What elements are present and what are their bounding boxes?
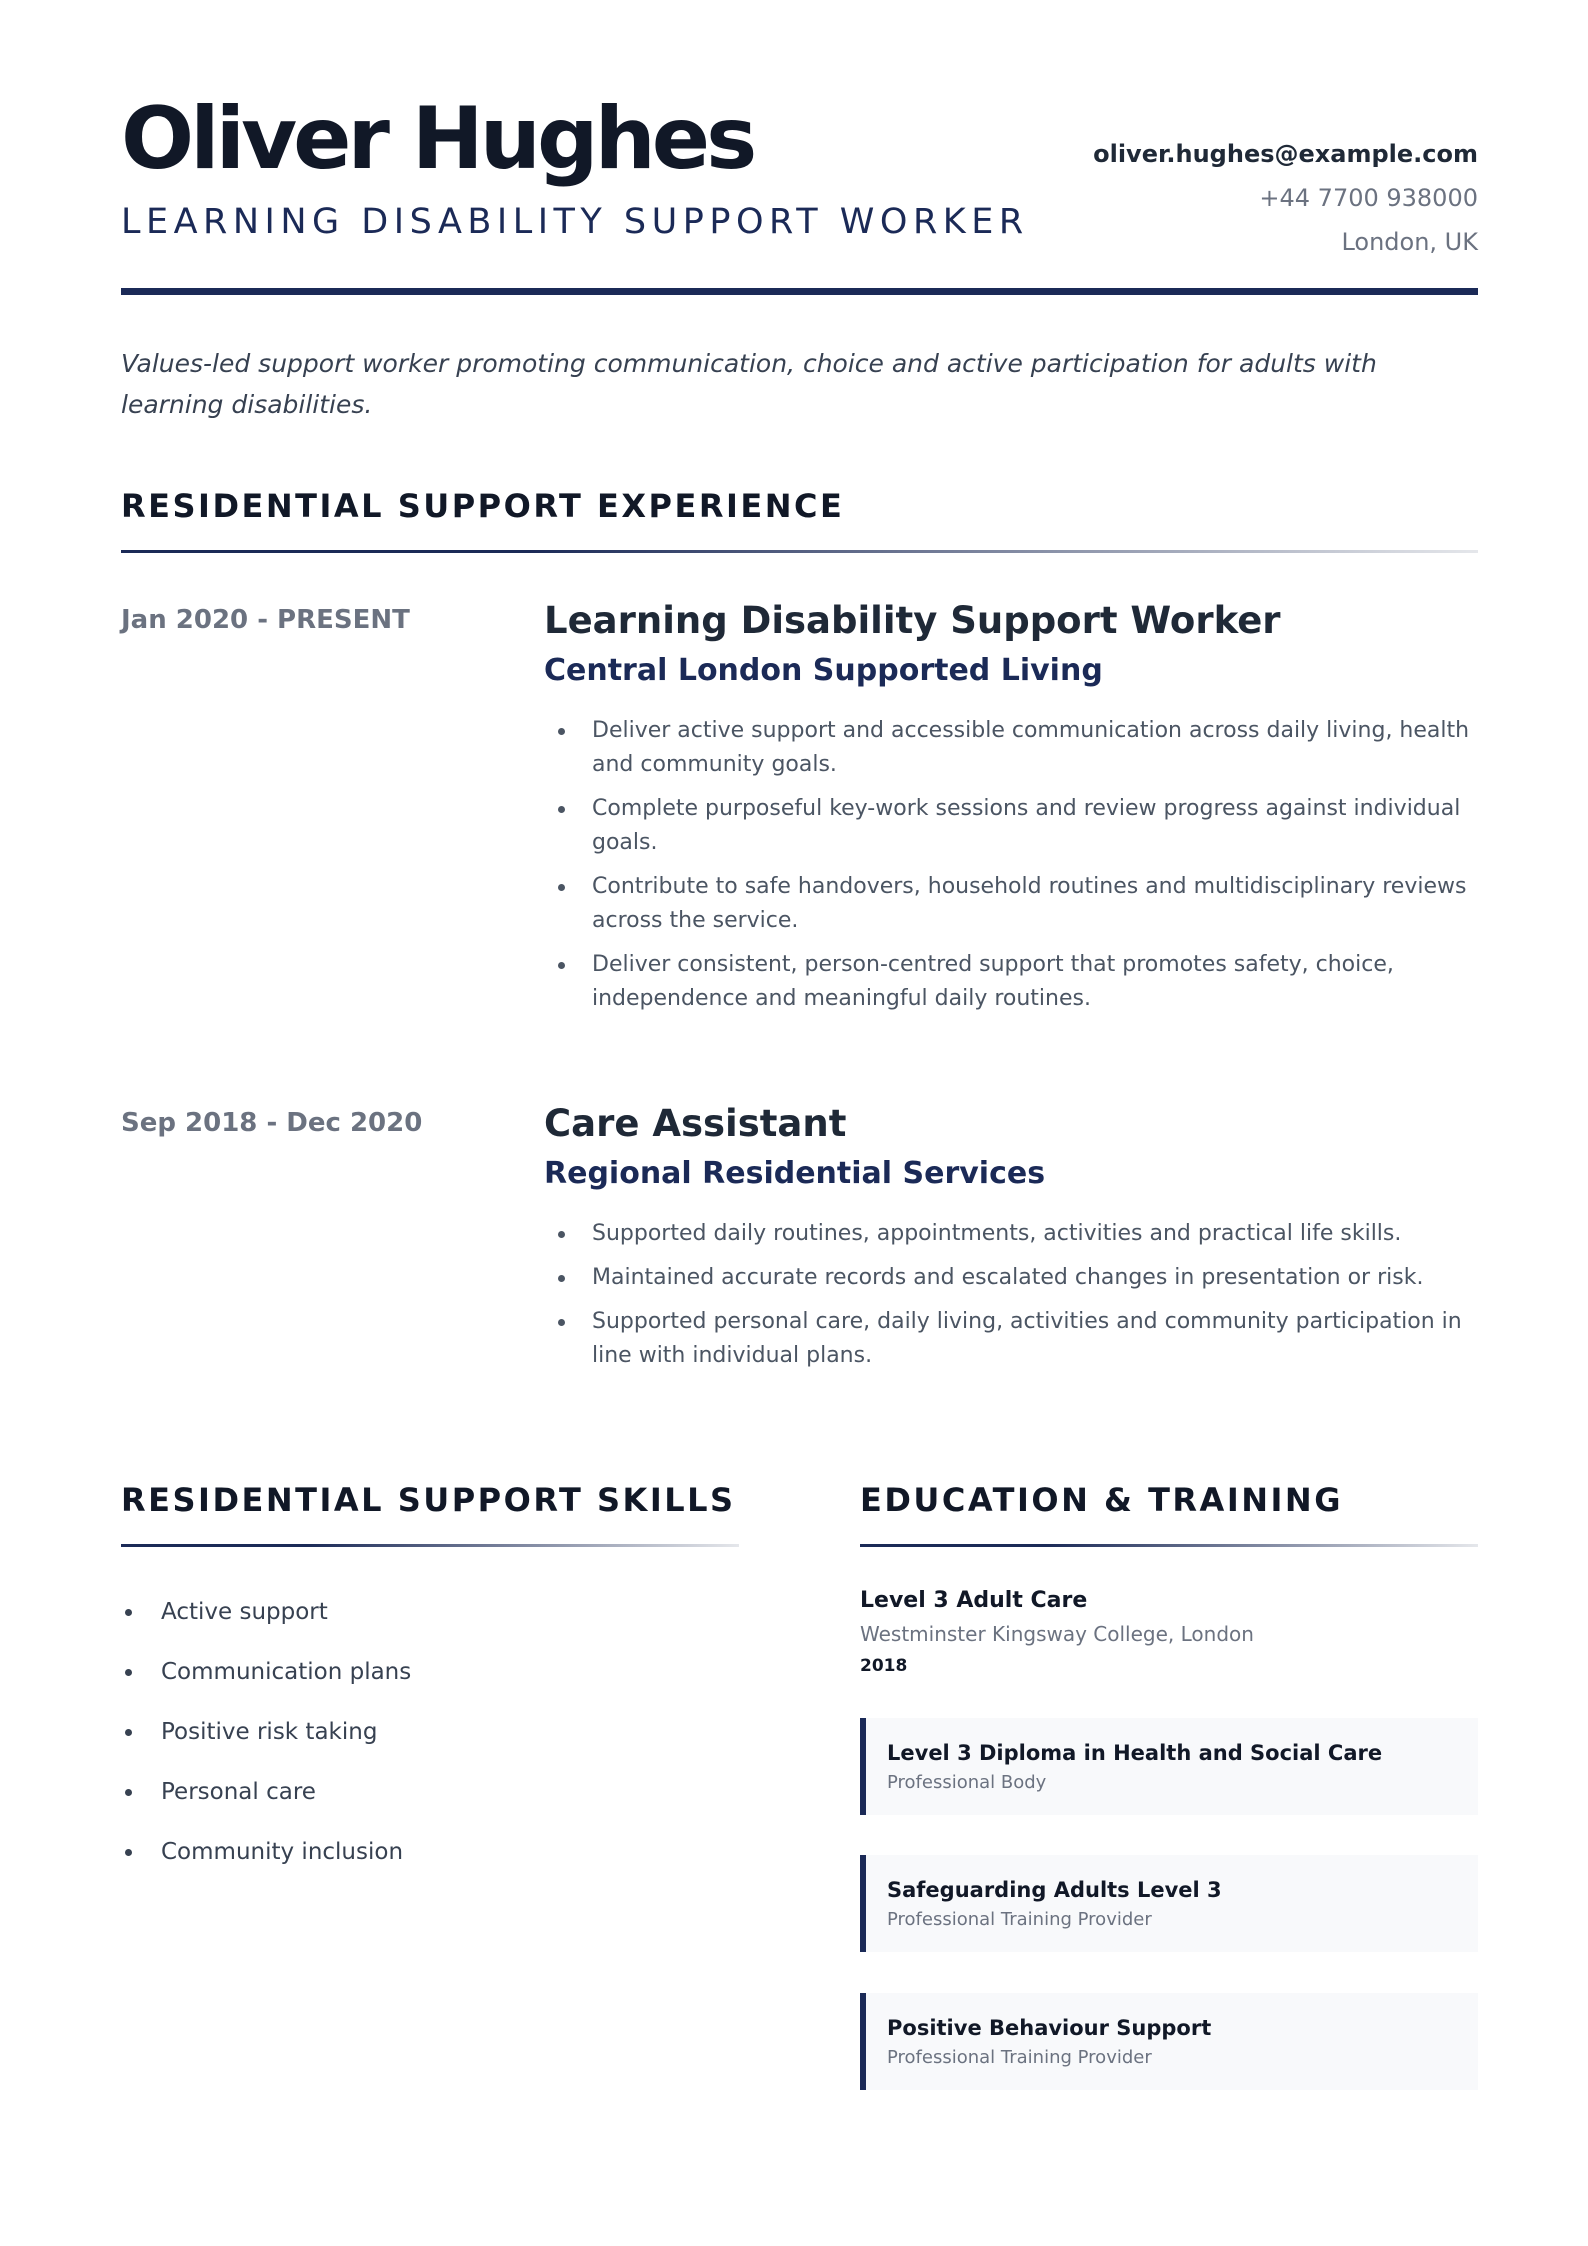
education-heading: EDUCATION & TRAINING	[860, 1481, 1343, 1519]
job-duties	[544, 714, 1478, 1016]
contact-location: London, UK	[1341, 228, 1478, 256]
candidate-name: Oliver Hughes	[121, 89, 754, 189]
experience-divider	[121, 550, 1478, 553]
qualification-title: Level 3 Adult Care	[860, 1588, 1088, 1613]
contact-block	[1093, 132, 1478, 264]
certification-title: Positive Behaviour Support	[887, 2016, 1212, 2040]
job-dates: Jan 2020 - PRESENT	[121, 605, 410, 635]
skills-heading: RESIDENTIAL SUPPORT SKILLS	[121, 1481, 736, 1519]
job-organisation: Central London Supported Living	[544, 653, 1103, 688]
skill-item: Positive risk taking	[121, 1702, 411, 1762]
duty-item: Deliver active support and accessible communication across daily living, health and community goals.	[544, 714, 1478, 782]
duty-item: Complete purposeful key-work sessions and review progress against individual goals.	[544, 792, 1478, 860]
skill-item: Active support	[121, 1582, 411, 1642]
education-entry	[860, 1590, 1254, 1675]
skill-item: Communication plans	[121, 1642, 411, 1702]
education-divider	[860, 1544, 1478, 1547]
skill-item: Personal care	[121, 1762, 411, 1822]
qualification-year: 2018	[860, 1656, 908, 1676]
duty-item: Deliver consistent, person-centred support that promotes safety, choice, independence and meaningful daily routines.	[544, 948, 1478, 1016]
contact-phone: +44 7700 938000	[1259, 184, 1478, 212]
candidate-role: LEARNING DISABILITY SUPPORT WORKER	[121, 202, 1029, 242]
duty-item: Contribute to safe handovers, household routines and multidisciplinary reviews across the service.	[544, 870, 1478, 938]
certification-provider: Professional Body	[887, 1772, 1047, 1793]
job-entry	[544, 1102, 1478, 1383]
job-title: Care Assistant	[544, 1102, 847, 1145]
job-dates: Sep 2018 - Dec 2020	[121, 1108, 423, 1138]
skills-divider	[121, 1544, 739, 1547]
duty-item: Supported daily routines, appointments, activities and practical life skills.	[544, 1217, 1478, 1251]
header-divider	[121, 288, 1478, 295]
experience-heading: RESIDENTIAL SUPPORT EXPERIENCE	[121, 487, 845, 525]
certification-provider: Professional Training Provider	[887, 1909, 1152, 1930]
duty-item: Supported personal care, daily living, activities and community participation in line with individual plans.	[544, 1305, 1478, 1373]
profile-summary: Values-led support worker promoting communication, choice and active participation for adults with learning disabilities.	[121, 349, 1377, 419]
job-title: Learning Disability Support Worker	[544, 599, 1281, 642]
contact-email[interactable]: oliver.hughes@example.com	[1093, 140, 1478, 168]
certification-card	[860, 1855, 1478, 1952]
duty-item: Maintained accurate records and escalated changes in presentation or risk.	[544, 1261, 1478, 1295]
job-entry	[544, 599, 1478, 1026]
skills-list	[121, 1582, 411, 1882]
certification-card	[860, 1993, 1478, 2090]
certification-title: Safeguarding Adults Level 3	[887, 1878, 1222, 1902]
institution-name: Westminster Kingsway College, London	[860, 1622, 1254, 1646]
resume-page	[121, 0, 1478, 2246]
skill-item: Community inclusion	[121, 1822, 411, 1882]
job-organisation: Regional Residential Services	[544, 1156, 1046, 1191]
certification-title: Level 3 Diploma in Health and Social Care	[887, 1741, 1383, 1765]
job-duties	[544, 1217, 1478, 1373]
certification-provider: Professional Training Provider	[887, 2047, 1152, 2068]
certification-card	[860, 1718, 1478, 1815]
